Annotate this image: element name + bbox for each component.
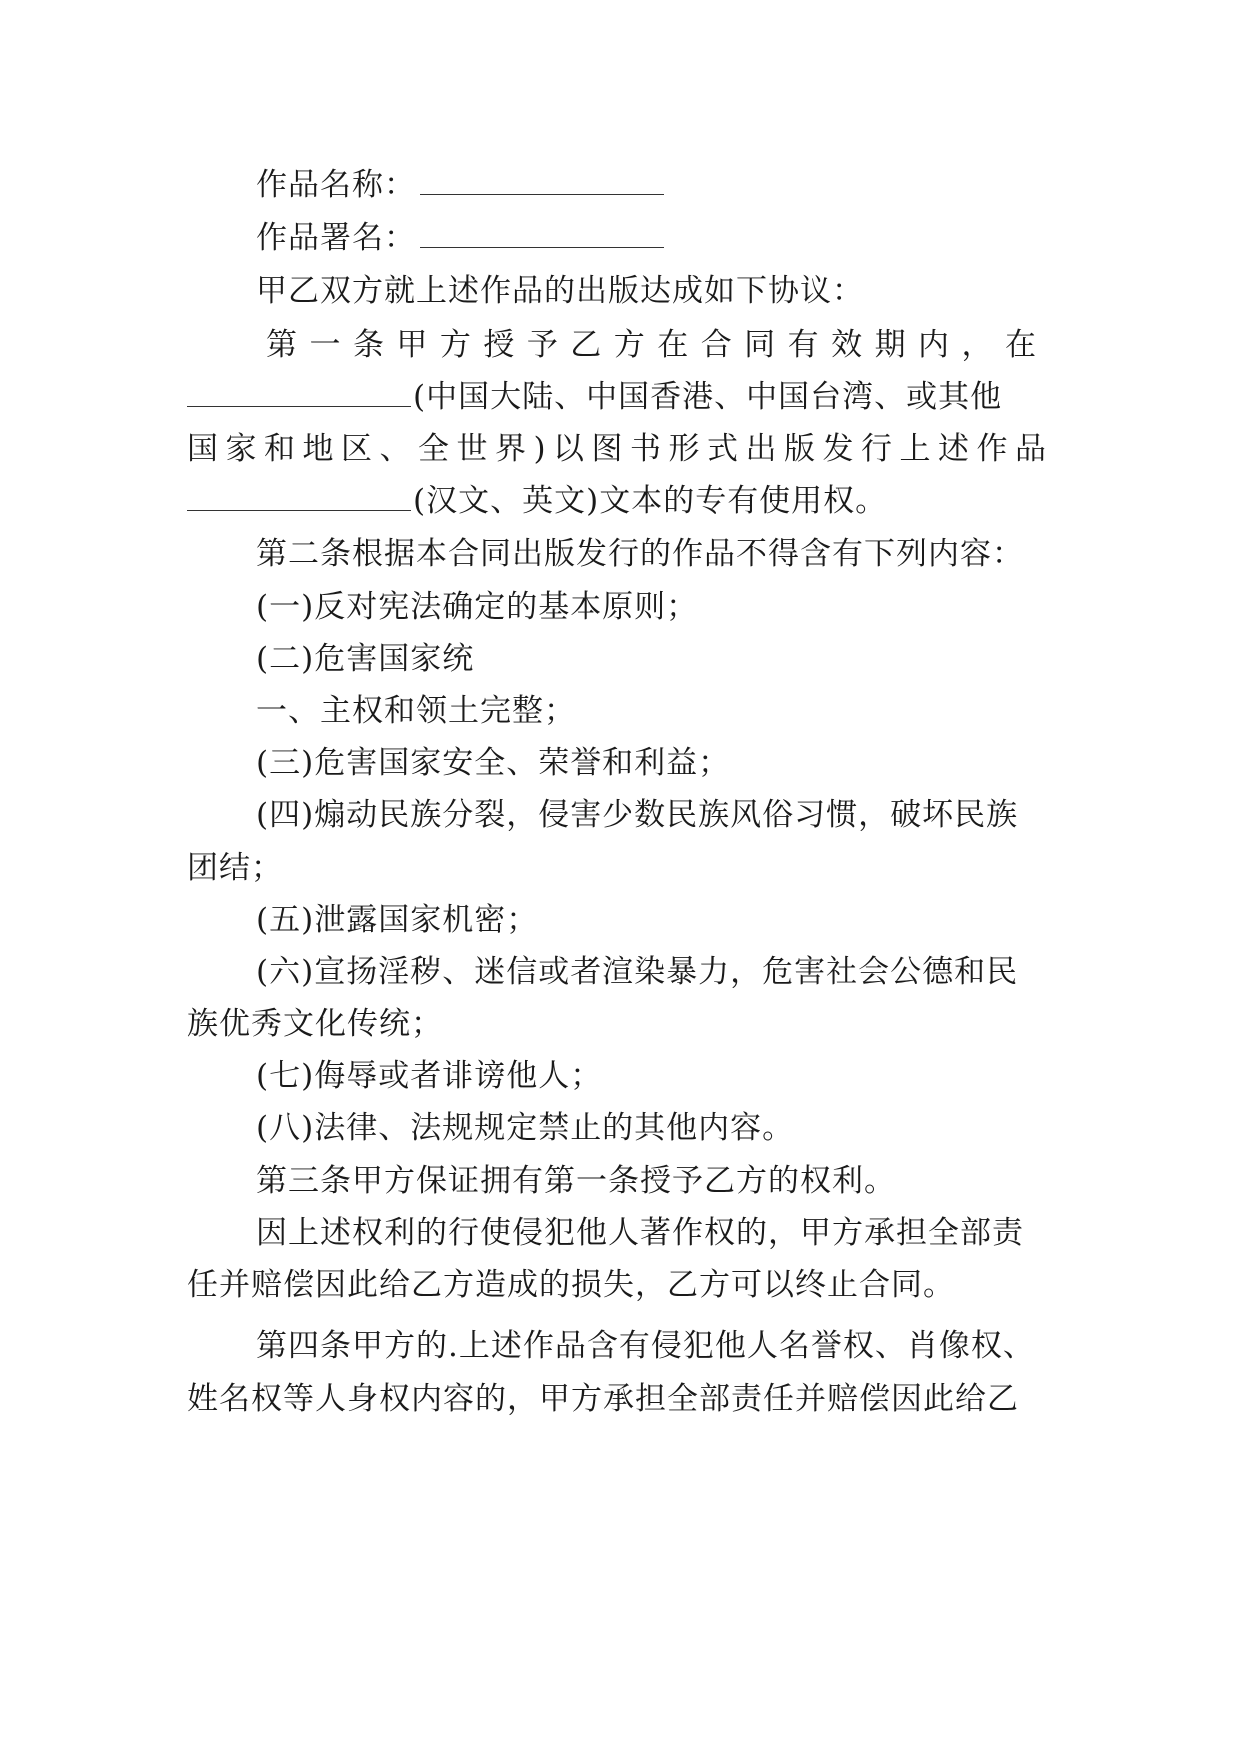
article-4-line-1: 第四条甲方的.上述作品含有侵犯他人名誉权、肖像权、 (256, 1328, 1035, 1364)
article-2-item-8: (八)法律、法规规定禁止的其他内容。 (256, 1110, 795, 1146)
article-1-line-2 (187, 372, 1047, 422)
article-3-line-1: 第三条甲方保证拥有第一条授予乙方的权利。 (256, 1163, 896, 1199)
work-title-label: 作品名称： (256, 167, 416, 203)
article-2-item-7: (七)侮辱或者诽谤他人； (256, 1058, 603, 1094)
work-signature-label: 作品署名： (256, 220, 416, 256)
article-2-item-1: (一)反对宪法确定的基本原则； (256, 589, 699, 625)
article-1-line-2-text: (中国大陆、中国香港、中国台湾、或其他 (413, 379, 1003, 415)
article-2-item-6a: (六)宣扬淫秽、迷信或者渲染暴力，危害社会公德和民 (256, 954, 1019, 990)
article-3-line-3: 任并赔偿因此给乙方造成的损失，乙方可以终止合同。 (187, 1267, 955, 1303)
article-1-line-1: 第一条甲方授予乙方在合同有效期内，在 (266, 327, 1037, 363)
article-2-item-4b: 团结； (187, 850, 283, 886)
article-3-line-2: 因上述权利的行使侵犯他人著作权的，甲方承担全部责 (256, 1215, 1024, 1251)
article-2-item-5: (五)泄露国家机密； (256, 902, 539, 938)
work-title-blank[interactable] (420, 164, 664, 195)
article-1-line-4 (187, 476, 1047, 526)
article-2-item-6b: 族优秀文化传统； (187, 1006, 443, 1042)
article-2-item-2b: 一、主权和领土完整； (256, 693, 576, 729)
agreement-intro: 甲乙双方就上述作品的出版达成如下协议： (256, 273, 864, 309)
article-2-item-2a: (二)危害国家统 (256, 641, 475, 677)
article-2-item-4a: (四)煽动民族分裂，侵害少数民族风俗习惯，破坏民族 (256, 797, 1019, 833)
language-blank[interactable] (187, 480, 411, 511)
article-1-line-4-text: (汉文、英文)文本的专有使用权。 (413, 483, 888, 519)
article-1-line-3: 国家和地区、全世界)以图书形式出版发行上述作品 (187, 431, 1047, 467)
article-2-heading: 第二条根据本合同出版发行的作品不得含有下列内容： (256, 536, 1024, 572)
work-signature-line (256, 213, 1047, 263)
article-4-line-2: 姓名权等人身权内容的，甲方承担全部责任并赔偿因此给乙 (187, 1381, 1019, 1417)
work-title-line (256, 160, 1047, 210)
article-2-item-3: (三)危害国家安全、荣誉和利益； (256, 745, 731, 781)
region-blank[interactable] (187, 376, 411, 407)
work-signature-blank[interactable] (420, 217, 664, 248)
